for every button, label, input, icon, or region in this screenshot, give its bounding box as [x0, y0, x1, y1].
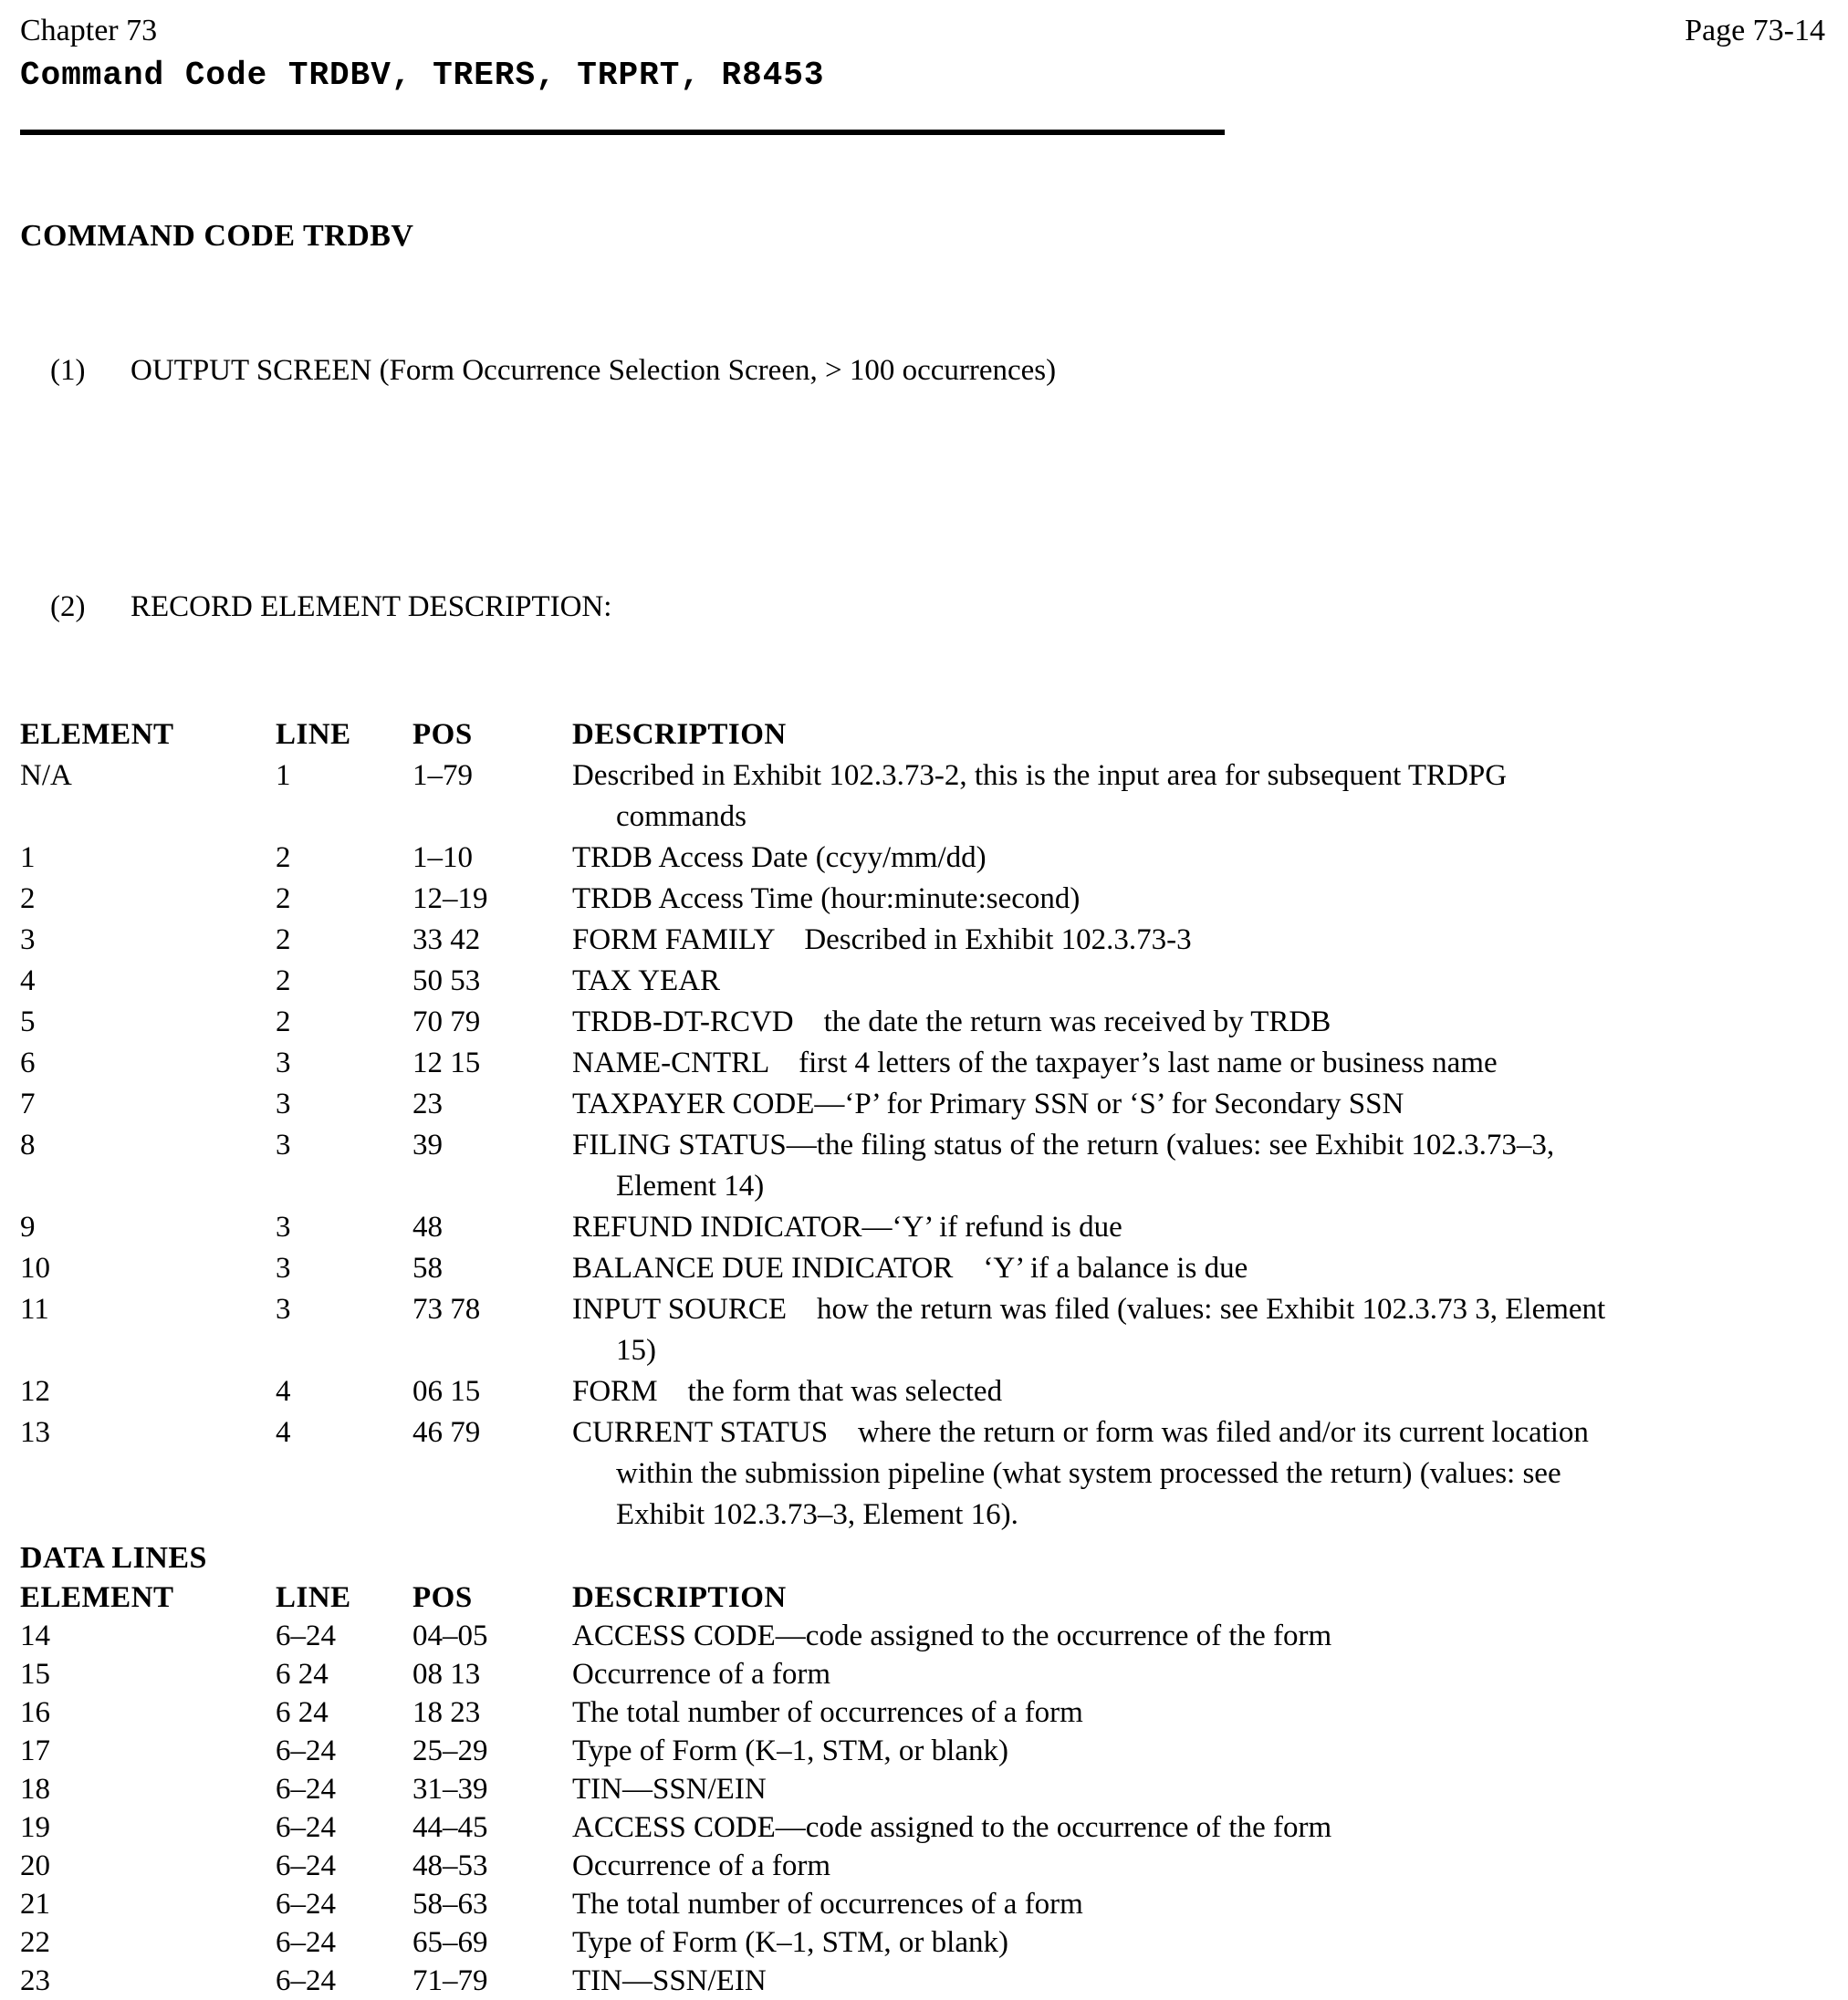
description-cell: [572, 1371, 1825, 1412]
line-cell: 6–24: [276, 1620, 336, 1652]
description-line: TAX YEAR: [572, 964, 721, 997]
page-number-label: Page 73-14: [1685, 14, 1825, 47]
pos-cell: 04–05: [412, 1620, 488, 1652]
table-row: [20, 1808, 1825, 1847]
data-lines-table: [20, 1578, 1825, 2000]
pos-cell: 12–19: [412, 882, 488, 915]
description-line: CURRENT STATUS where the return or form was filed and/or its current location: [572, 1416, 1589, 1449]
pos-cell: 23: [412, 1088, 443, 1120]
description-line: TIN—SSN/EIN: [572, 1964, 767, 1997]
table-row: [20, 1125, 1825, 1207]
page-header: [20, 13, 1825, 97]
element-cell: 3: [20, 923, 36, 956]
table-row: [20, 1732, 1825, 1770]
line-cell: 2: [276, 964, 291, 997]
element-cell: 11: [20, 1293, 49, 1326]
description-cell: [572, 1847, 1825, 1885]
table-row: [20, 1412, 1825, 1536]
line-cell: 6–24: [276, 1888, 336, 1921]
pos-cell: 18 23: [412, 1696, 481, 1729]
description-line: ACCESS CODE—code assigned to the occurrence of the form: [572, 1811, 1332, 1844]
line-cell: 3: [276, 1252, 291, 1285]
table-row: [20, 879, 1825, 920]
description-cell: [572, 879, 1825, 920]
table-row: [20, 1617, 1825, 1655]
column-header: ELEMENT: [20, 1581, 174, 1614]
item-text: RECORD ELEMENT DESCRIPTION:: [131, 590, 612, 623]
numbered-item-record-element-description: [20, 546, 1825, 669]
pos-cell: 33 42: [412, 923, 481, 956]
pos-cell: 58–63: [412, 1888, 488, 1921]
line-cell: 3: [276, 1088, 291, 1120]
table-row: [20, 1043, 1825, 1084]
table-row: [20, 1770, 1825, 1808]
description-line: TRDB Access Time (hour:minute:second): [572, 882, 1081, 915]
element-cell: 19: [20, 1811, 50, 1844]
description-line: TRDB Access Date (ccyy/mm/dd): [572, 841, 987, 874]
element-cell: 7: [20, 1088, 36, 1120]
description-cell: [572, 1693, 1825, 1732]
pos-cell: 39: [412, 1129, 443, 1161]
description-line: Described in Exhibit 102.3.73-2, this is the input area for subsequent TRDPG: [572, 759, 1508, 792]
table-header-row: [20, 714, 1825, 755]
description-line: FORM FAMILY Described in Exhibit 102.3.73-3: [572, 923, 1192, 956]
description-cell: [572, 1923, 1825, 1962]
element-cell: 17: [20, 1734, 50, 1767]
line-cell: 6 24: [276, 1658, 329, 1691]
table-row: [20, 755, 1825, 838]
table-row: [20, 1248, 1825, 1289]
description-line: TIN—SSN/EIN: [572, 1773, 767, 1806]
line-cell: 6–24: [276, 1734, 336, 1767]
pos-cell: 65–69: [412, 1926, 488, 1959]
line-cell: 6 24: [276, 1696, 329, 1729]
pos-cell: 48: [412, 1211, 443, 1244]
pos-cell: 1–10: [412, 841, 473, 874]
element-cell: 13: [20, 1416, 50, 1449]
element-cell: 23: [20, 1964, 50, 1997]
item-number: (1): [50, 354, 86, 387]
chapter-label: Chapter 73: [20, 14, 158, 47]
description-cell: [572, 1732, 1825, 1770]
data-lines-heading: DATA LINES: [20, 1541, 207, 1575]
column-header: POS: [412, 718, 473, 751]
description-line: TAXPAYER CODE—‘P’ for Primary SSN or ‘S’ for Secondary SSN: [572, 1088, 1404, 1120]
pos-cell: 1–79: [412, 759, 473, 792]
pos-cell: 08 13: [412, 1658, 481, 1691]
section-heading: COMMAND CODE TRDBV: [20, 219, 414, 253]
description-cell: [572, 920, 1825, 961]
header-rule: [20, 130, 1225, 135]
description-cell: [572, 1289, 1825, 1371]
pos-cell: 50 53: [412, 964, 481, 997]
description-line: REFUND INDICATOR—‘Y’ if refund is due: [572, 1211, 1122, 1244]
record-element-table: [20, 714, 1825, 1536]
pos-cell: 25–29: [412, 1734, 488, 1767]
description-cell: [572, 1248, 1825, 1289]
element-cell: 15: [20, 1658, 50, 1691]
line-cell: 2: [276, 923, 291, 956]
description-cell: [572, 755, 1825, 838]
description-cell: [572, 1655, 1825, 1693]
description-line: within the submission pipeline (what system processed the return) (values: see: [616, 1457, 1561, 1490]
table-row: [20, 920, 1825, 961]
description-cell: [572, 1125, 1825, 1207]
line-cell: 2: [276, 882, 291, 915]
element-cell: 16: [20, 1696, 50, 1729]
item-text: OUTPUT SCREEN (Form Occurrence Selection Screen, > 100 occurrences): [131, 354, 1057, 387]
element-cell: 2: [20, 882, 36, 915]
element-cell: 9: [20, 1211, 36, 1244]
element-cell: 14: [20, 1620, 50, 1652]
item-number: (2): [50, 590, 86, 623]
column-header: ELEMENT: [20, 718, 174, 751]
table-row: [20, 1885, 1825, 1923]
description-cell: [572, 838, 1825, 879]
description-cell: [572, 1002, 1825, 1043]
column-header: LINE: [276, 718, 351, 751]
numbered-item-output-screen: [20, 309, 1825, 432]
description-cell: [572, 1885, 1825, 1923]
description-cell: [572, 961, 1825, 1002]
description-line: The total number of occurrences of a form: [572, 1888, 1083, 1921]
description-line: 15): [616, 1334, 656, 1367]
description-cell: [572, 1043, 1825, 1084]
pos-cell: 12 15: [412, 1047, 481, 1079]
table-row: [20, 1371, 1825, 1412]
element-cell: 6: [20, 1047, 36, 1079]
column-header: LINE: [276, 1581, 351, 1614]
column-header: DESCRIPTION: [572, 718, 787, 751]
column-header: DESCRIPTION: [572, 1581, 787, 1614]
description-line: The total number of occurrences of a form: [572, 1696, 1083, 1729]
description-line: Element 14): [616, 1170, 765, 1203]
pos-cell: 70 79: [412, 1005, 481, 1038]
column-header: POS: [412, 1581, 473, 1614]
pos-cell: 48–53: [412, 1849, 488, 1882]
table-row: [20, 1289, 1825, 1371]
pos-cell: 06 15: [412, 1375, 481, 1408]
line-cell: 6–24: [276, 1773, 336, 1806]
line-cell: 2: [276, 1005, 291, 1038]
description-cell: [572, 1808, 1825, 1847]
description-line: FORM the form that was selected: [572, 1375, 1003, 1408]
table-header-row: [20, 1578, 1825, 1617]
description-line: TRDB-DT-RCVD the date the return was received by TRDB: [572, 1005, 1331, 1038]
description-cell: [572, 1770, 1825, 1808]
description-line: Exhibit 102.3.73–3, Element 16).: [616, 1498, 1018, 1531]
description-line: Type of Form (K–1, STM, or blank): [572, 1734, 1008, 1767]
element-cell: 8: [20, 1129, 36, 1161]
pos-cell: 46 79: [412, 1416, 481, 1449]
line-cell: 2: [276, 841, 291, 874]
element-cell: 22: [20, 1926, 50, 1959]
description-cell: [572, 1617, 1825, 1655]
line-cell: 3: [276, 1047, 291, 1079]
table-row: [20, 1847, 1825, 1885]
description-line: FILING STATUS—the filing status of the return (values: see Exhibit 102.3.73–3,: [572, 1129, 1555, 1161]
element-cell: N/A: [20, 759, 72, 792]
line-cell: 6–24: [276, 1964, 336, 1997]
element-cell: 20: [20, 1849, 50, 1882]
description-cell: [572, 1207, 1825, 1248]
element-cell: 21: [20, 1888, 50, 1921]
element-cell: 5: [20, 1005, 36, 1038]
table-row: [20, 1084, 1825, 1125]
description-line: Occurrence of a form: [572, 1849, 831, 1882]
line-cell: 4: [276, 1416, 291, 1449]
table-row: [20, 1655, 1825, 1693]
line-cell: 3: [276, 1129, 291, 1161]
description-cell: [572, 1084, 1825, 1125]
pos-cell: 58: [412, 1252, 443, 1285]
pos-cell: 71–79: [412, 1964, 488, 1997]
line-cell: 4: [276, 1375, 291, 1408]
pos-cell: 44–45: [412, 1811, 488, 1844]
element-cell: 4: [20, 964, 36, 997]
table-row: [20, 1002, 1825, 1043]
element-cell: 1: [20, 841, 36, 874]
description-cell: [572, 1962, 1825, 2000]
table-row: [20, 1693, 1825, 1732]
line-cell: 6–24: [276, 1849, 336, 1882]
element-cell: 18: [20, 1773, 50, 1806]
table-row: [20, 961, 1825, 1002]
line-cell: 3: [276, 1211, 291, 1244]
line-cell: 3: [276, 1293, 291, 1326]
pos-cell: 31–39: [412, 1773, 488, 1806]
element-cell: 10: [20, 1252, 50, 1285]
description-line: NAME-CNTRL first 4 letters of the taxpayer’s last name or business name: [572, 1047, 1498, 1079]
line-cell: 1: [276, 759, 291, 792]
line-cell: 6–24: [276, 1926, 336, 1959]
description-line: Occurrence of a form: [572, 1658, 831, 1691]
table-row: [20, 838, 1825, 879]
table-row: [20, 1923, 1825, 1962]
table-row: [20, 1207, 1825, 1248]
line-cell: 6–24: [276, 1811, 336, 1844]
description-line: Type of Form (K–1, STM, or blank): [572, 1926, 1008, 1959]
description-line: commands: [616, 800, 747, 833]
pos-cell: 73 78: [412, 1293, 481, 1326]
header-left: [20, 13, 825, 97]
command-codes-title: Command Code TRDBV, TRERS, TRPRT, R8453: [20, 57, 825, 94]
description-line: ACCESS CODE—code assigned to the occurrence of the form: [572, 1620, 1332, 1652]
table-row: [20, 1962, 1825, 2000]
element-cell: 12: [20, 1375, 50, 1408]
description-cell: [572, 1412, 1825, 1536]
description-line: BALANCE DUE INDICATOR ‘Y’ if a balance is due: [572, 1252, 1248, 1285]
description-line: INPUT SOURCE how the return was filed (values: see Exhibit 102.3.73 3, Element: [572, 1293, 1606, 1326]
